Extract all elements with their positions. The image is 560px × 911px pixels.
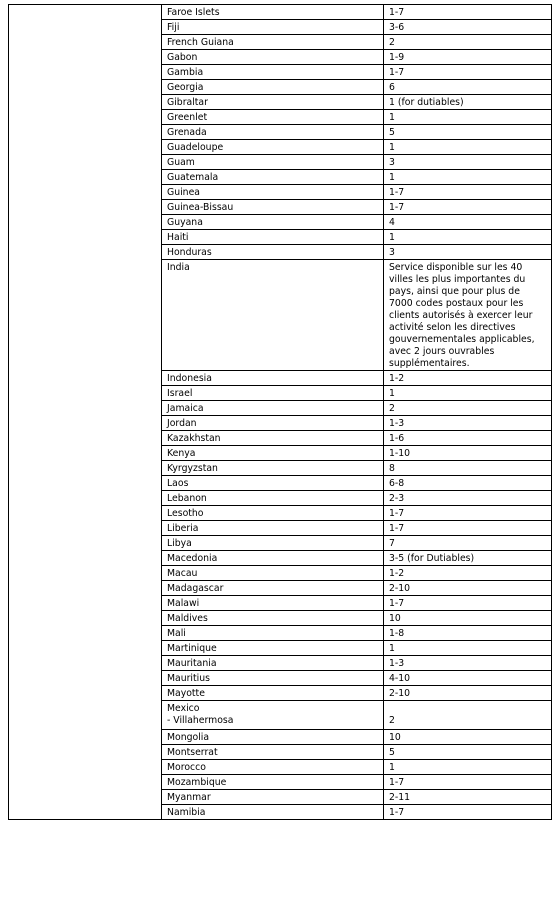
transit-days-value: 1-10 [389,448,411,459]
transit-days-table-page [8,4,551,901]
transit-days-cell [384,805,552,820]
country-name: French Guiana [167,37,234,48]
transit-days-cell [384,245,552,260]
country-cell [162,701,384,730]
country-cell [162,170,384,185]
country-cell [162,491,384,506]
country-name: Kazakhstan [167,433,221,444]
transit-days-value: 10 [389,732,401,743]
transit-days-cell [384,701,552,730]
transit-days-value: 2-10 [389,583,411,594]
transit-days-cell [384,170,552,185]
country-name: Laos [167,478,189,489]
country-name: Guinea [167,187,200,198]
transit-days-cell [384,641,552,656]
country-cell [162,596,384,611]
transit-days-cell [384,35,552,50]
transit-days-cell [384,5,552,20]
country-name: Maldives [167,613,208,624]
transit-days-cell [384,760,552,775]
country-name: Malawi [167,598,200,609]
transit-days-value: 1-3 [389,658,405,669]
transit-days-cell [384,155,552,170]
country-name: Lebanon [167,493,207,504]
transit-days-cell [384,596,552,611]
transit-days-cell [384,730,552,745]
transit-days-value: 1 [389,112,395,123]
country-cell [162,446,384,461]
transit-days-cell [384,125,552,140]
country-cell [162,760,384,775]
country-name: Macau [167,568,198,579]
transit-days-cell [384,775,552,790]
table-row [9,5,552,20]
transit-days-cell [384,80,552,95]
country-name: Lesotho [167,508,204,519]
transit-days-value: 4-10 [389,673,411,684]
country-name: Kenya [167,448,196,459]
country-cell [162,641,384,656]
country-name: Madagascar [167,583,224,594]
transit-days-value: 1 [389,232,395,243]
transit-days-value: 8 [389,463,395,474]
transit-days-cell [384,416,552,431]
transit-days-cell [384,461,552,476]
transit-days-value: 1-7 [389,777,405,788]
transit-days-value: 1-2 [389,568,405,579]
transit-days-value: 2-10 [389,688,411,699]
transit-days-table [8,4,552,820]
country-name: Namibia [167,807,206,818]
country-cell [162,200,384,215]
transit-days-cell [384,566,552,581]
transit-days-cell [384,611,552,626]
country-cell [162,551,384,566]
country-cell [162,35,384,50]
country-name: Guinea-Bissau [167,202,234,213]
country-cell [162,506,384,521]
country-cell [162,566,384,581]
country-cell [162,656,384,671]
transit-days-cell [384,65,552,80]
transit-days-cell [384,200,552,215]
transit-days-cell [384,401,552,416]
country-name: Indonesia [167,373,212,384]
country-cell [162,185,384,200]
transit-days-value: 1 [389,172,395,183]
transit-days-value: 1-7 [389,598,405,609]
country-name: Montserrat [167,747,218,758]
transit-days-cell [384,626,552,641]
transit-days-cell [384,536,552,551]
country-cell [162,5,384,20]
transit-days-value: 1 [389,762,395,773]
country-cell [162,476,384,491]
country-name: Kyrgyzstan [167,463,218,474]
transit-days-value: 1-7 [389,523,405,534]
country-cell [162,245,384,260]
transit-days-cell [384,185,552,200]
country-cell [162,671,384,686]
country-cell [162,461,384,476]
country-name: Georgia [167,82,204,93]
country-name: Greenlet [167,112,208,123]
transit-days-value: Service disponible sur les 40 villes les plus importantes du pays, ainsi que pour plus de 7000 codes postaux pour les clients autorisés à exercer leur activité selon les directives gouvernementales applicables, avec 2 jours ouvrables supplémentaires. [389,262,535,369]
country-name: Martinique [167,643,217,654]
country-cell [162,431,384,446]
transit-days-value: 10 [389,613,401,624]
country-name: Mayotte [167,688,205,699]
transit-days-value: 1-7 [389,7,405,18]
transit-days-value: 1-2 [389,373,405,384]
transit-days-cell [384,491,552,506]
transit-days-value: 1-7 [389,807,405,818]
country-name: Faroe Islets [167,7,220,18]
country-name: Mozambique [167,777,227,788]
transit-days-cell [384,230,552,245]
country-cell [162,110,384,125]
country-name: Mongolia [167,732,210,743]
transit-days-cell [384,50,552,65]
country-name: Gabon [167,52,198,63]
transit-days-value: 1-7 [389,202,405,213]
country-name: Mali [167,628,186,639]
transit-days-value: 1 [389,643,395,654]
transit-days-cell [384,446,552,461]
country-name: Guyana [167,217,203,228]
country-name: Honduras [167,247,212,258]
country-cell [162,416,384,431]
transit-days-value: 1-6 [389,433,405,444]
transit-days-cell [384,521,552,536]
country-cell [162,686,384,701]
country-name: Gambia [167,67,204,78]
country-name: Guadeloupe [167,142,224,153]
country-cell [162,581,384,596]
country-name: India [167,262,190,273]
transit-days-value: 1-7 [389,67,405,78]
country-cell [162,80,384,95]
transit-days-cell [384,371,552,386]
country-cell [162,50,384,65]
transit-days-cell [384,506,552,521]
country-cell [162,215,384,230]
country-name: Grenada [167,127,207,138]
transit-days-cell [384,215,552,230]
country-cell [162,730,384,745]
country-name: Macedonia [167,553,218,564]
country-cell [162,401,384,416]
transit-days-value: 3-5 (for Dutiables) [389,553,475,564]
transit-days-cell [384,581,552,596]
transit-days-value: 6 [389,82,395,93]
transit-days-value: 1-7 [389,508,405,519]
transit-days-value: 6-8 [389,478,405,489]
country-cell [162,611,384,626]
transit-days-value: 1-9 [389,52,405,63]
country-name: Guam [167,157,195,168]
country-name: Israel [167,388,193,399]
transit-days-value: 2-3 [389,493,405,504]
transit-days-value: 1-3 [389,418,405,429]
country-cell [162,155,384,170]
country-cell [162,140,384,155]
country-cell [162,230,384,245]
blank-left-column [9,5,162,820]
country-cell [162,260,384,371]
transit-days-cell [384,686,552,701]
transit-days-value: 1-8 [389,628,405,639]
transit-days-cell [384,656,552,671]
country-name: Jordan [167,418,197,429]
country-name: Mexico [167,703,200,714]
transit-days-value: 3-6 [389,22,405,33]
transit-days-cell [384,140,552,155]
transit-days-cell [384,20,552,35]
transit-days-value: 2 [389,715,395,726]
transit-days-cell [384,745,552,760]
transit-days-cell [384,790,552,805]
transit-days-cell [384,110,552,125]
table-body [9,5,552,820]
country-cell [162,790,384,805]
transit-days-value: 4 [389,217,395,228]
transit-days-value: 1 (for dutiables) [389,97,464,108]
transit-days-value: 2-11 [389,792,411,803]
transit-days-cell [384,476,552,491]
country-cell [162,65,384,80]
country-cell [162,775,384,790]
transit-days-cell [384,95,552,110]
transit-days-value: 1-7 [389,187,405,198]
transit-days-cell [384,431,552,446]
country-name: Guatemala [167,172,219,183]
country-cell [162,626,384,641]
country-subregion: - Villahermosa [167,715,234,726]
country-name: Liberia [167,523,199,534]
country-cell [162,95,384,110]
country-name: Libya [167,538,192,549]
country-name: Haiti [167,232,189,243]
country-cell [162,521,384,536]
transit-days-value: 3 [389,157,395,168]
transit-days-value: 1 [389,388,395,399]
transit-days-value: 3 [389,247,395,258]
country-name: Gibraltar [167,97,208,108]
country-cell [162,371,384,386]
transit-days-value: 2 [389,37,395,48]
country-cell [162,536,384,551]
country-name: Morocco [167,762,206,773]
transit-days-value: 5 [389,747,395,758]
country-cell [162,745,384,760]
country-cell [162,386,384,401]
country-cell [162,805,384,820]
country-cell [162,20,384,35]
transit-days-cell [384,551,552,566]
country-name: Myanmar [167,792,211,803]
transit-days-value: 5 [389,127,395,138]
country-name: Jamaica [167,403,204,414]
transit-days-value: 2 [389,403,395,414]
country-name: Fiji [167,22,180,33]
transit-days-cell [384,671,552,686]
transit-days-cell [384,386,552,401]
country-name: Mauritania [167,658,217,669]
country-cell [162,125,384,140]
transit-days-value: 1 [389,142,395,153]
transit-days-cell [384,260,552,371]
country-name: Mauritius [167,673,210,684]
transit-days-value: 7 [389,538,395,549]
